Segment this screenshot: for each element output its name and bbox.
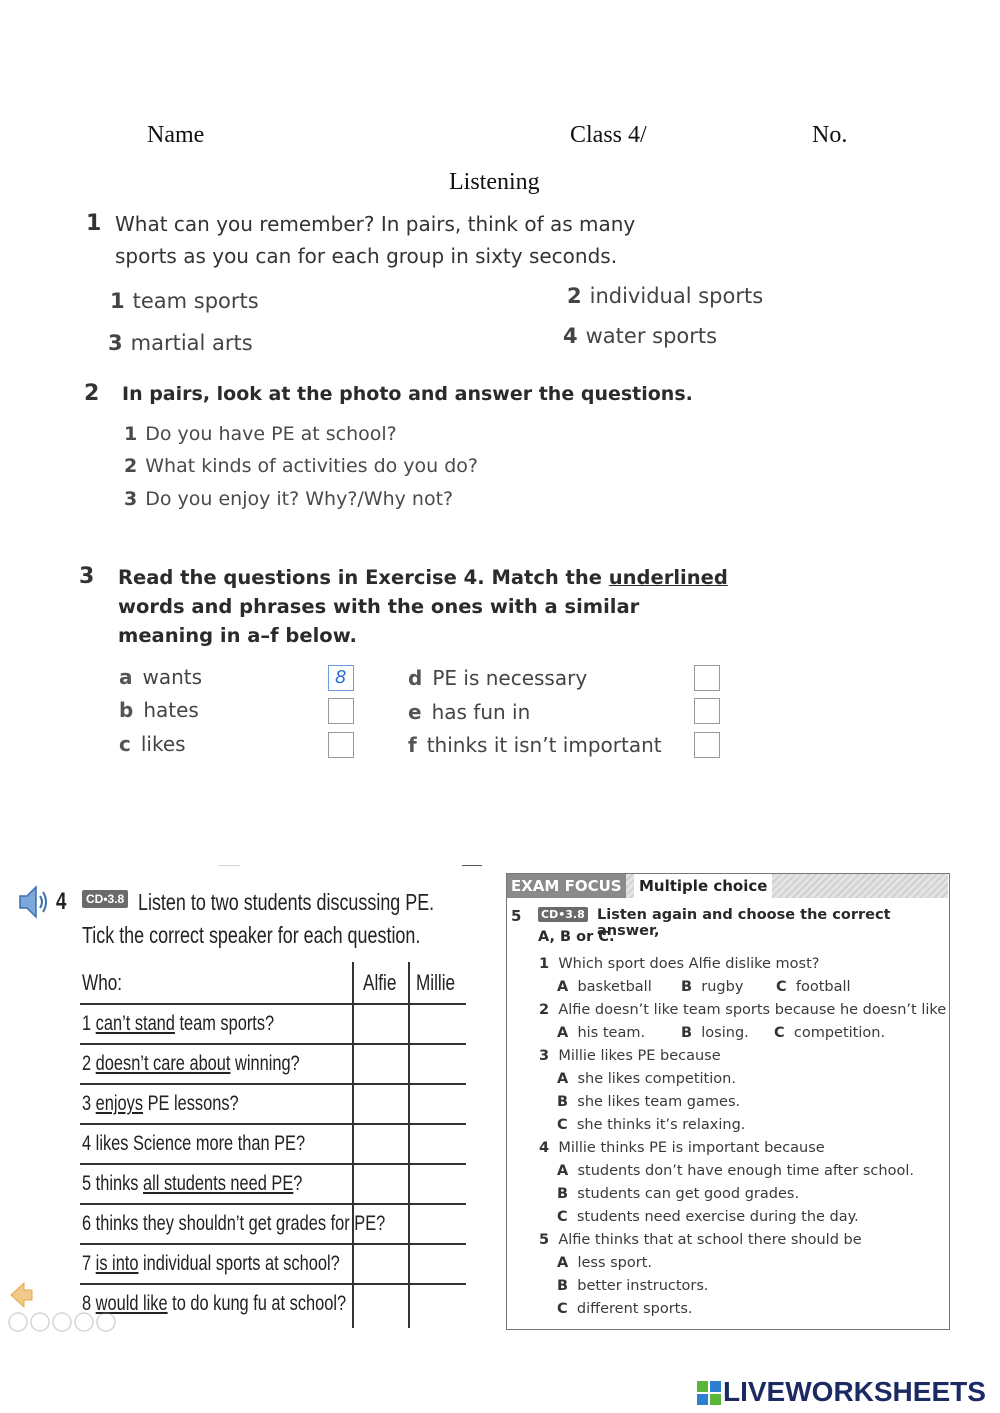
ex3-item-text: has fun in bbox=[431, 700, 531, 724]
ex3-item-letter: d bbox=[408, 666, 423, 690]
row-number: 2 bbox=[82, 1052, 92, 1075]
row-text: thinks they shouldn’t get grades for PE? bbox=[95, 1212, 386, 1235]
option-text: less sport. bbox=[577, 1255, 653, 1271]
ex1-instruction-line1: What can you remember? In pairs, think of as many bbox=[115, 212, 636, 236]
ex4-instruction-line1: Listen to two students discussing PE. bbox=[138, 889, 435, 915]
ex4-instruction-line2: Tick the correct speaker for each question. bbox=[82, 922, 421, 948]
question-text: Millie thinks PE is important because bbox=[558, 1140, 825, 1156]
ex2-item-text: What kinds of activities do you do? bbox=[145, 455, 479, 477]
row-number: 7 bbox=[82, 1252, 92, 1275]
millie-cell[interactable] bbox=[410, 1245, 466, 1283]
option-letter: A bbox=[557, 1163, 569, 1179]
ex3-answer-box[interactable] bbox=[694, 698, 720, 724]
ex1-item-text: individual sports bbox=[589, 284, 764, 308]
row-number: 3 bbox=[82, 1092, 92, 1115]
class-label: Class 4/ bbox=[570, 122, 647, 148]
table-divider bbox=[80, 1003, 466, 1005]
ex4-col-alfie: Alfie bbox=[363, 970, 397, 995]
ex2-item bbox=[124, 488, 453, 510]
option-text: football bbox=[795, 979, 851, 995]
ex3-item-text: PE is necessary bbox=[432, 666, 588, 690]
ex5-option[interactable] bbox=[557, 1209, 859, 1225]
ex5-option[interactable] bbox=[557, 1071, 736, 1087]
ex5-cd-badge: CD•3.8 bbox=[538, 907, 588, 922]
option-letter: B bbox=[557, 1186, 569, 1202]
multiple-choice-label: Multiple choice bbox=[634, 874, 772, 898]
number-label: No. bbox=[812, 122, 848, 148]
ex3-item bbox=[408, 700, 530, 724]
ex3-item-text: thinks it isn’t important bbox=[426, 733, 662, 757]
option-text: she likes competition. bbox=[577, 1071, 736, 1087]
alfie-cell[interactable] bbox=[354, 1005, 408, 1043]
ex2-item-text: Do you have PE at school? bbox=[145, 423, 397, 445]
ex5-option[interactable] bbox=[774, 1025, 885, 1041]
question-number: 3 bbox=[539, 1048, 550, 1064]
ex3-answer-box[interactable] bbox=[328, 732, 354, 758]
ex3-item bbox=[408, 733, 662, 757]
ex3-item-text: wants bbox=[142, 665, 203, 689]
ex5-option[interactable] bbox=[557, 1255, 652, 1271]
table-divider bbox=[80, 1163, 466, 1165]
ex5-option[interactable] bbox=[557, 1163, 914, 1179]
ex1-item-number: 1 bbox=[110, 289, 125, 313]
question-text: Alfie thinks that at school there should be bbox=[558, 1232, 862, 1248]
table-divider bbox=[80, 1123, 466, 1125]
ex1-item-number: 3 bbox=[108, 331, 123, 355]
ex2-item bbox=[124, 423, 397, 445]
row-text: to do kung fu at school? bbox=[167, 1292, 347, 1315]
ex3-answer-box[interactable] bbox=[328, 665, 354, 691]
option-letter: A bbox=[557, 1255, 569, 1271]
name-label: Name bbox=[147, 122, 205, 148]
ex1-number: 1 bbox=[86, 211, 102, 236]
alfie-cell[interactable] bbox=[354, 1085, 408, 1123]
row-text: individual sports at school? bbox=[138, 1252, 340, 1275]
ex2-item-number: 2 bbox=[124, 455, 138, 477]
question-number: 4 bbox=[539, 1140, 550, 1156]
question-number: 2 bbox=[539, 1002, 550, 1018]
ex5-instruction-line1: Listen again and choose the correct answer, bbox=[597, 907, 891, 939]
ex3-item-letter: c bbox=[119, 732, 131, 756]
ex3-item-text: likes bbox=[140, 732, 186, 756]
speaker-icon[interactable] bbox=[16, 880, 50, 924]
alfie-cell[interactable] bbox=[354, 1245, 408, 1283]
row-underlined: all students need PE bbox=[143, 1172, 294, 1195]
brand-name: LIVEWORKSHEETS bbox=[723, 1376, 986, 1407]
ex3-item bbox=[119, 698, 199, 722]
option-text: she likes team games. bbox=[577, 1094, 741, 1110]
ex5-option[interactable] bbox=[557, 1117, 745, 1133]
ex3-item-letter: f bbox=[408, 733, 417, 757]
option-letter: C bbox=[557, 1117, 568, 1133]
exam-focus-label: EXAM FOCUS bbox=[507, 874, 626, 898]
option-letter: B bbox=[557, 1094, 569, 1110]
ex5-option[interactable] bbox=[776, 979, 851, 995]
liveworksheets-logo-icon bbox=[697, 1381, 721, 1405]
ex3-item bbox=[119, 732, 186, 756]
millie-cell[interactable] bbox=[410, 1125, 466, 1163]
ex5-option[interactable] bbox=[557, 1094, 740, 1110]
ex5-instruction-line2: A, B or C. bbox=[538, 929, 615, 945]
option-text: she thinks it’s relaxing. bbox=[576, 1117, 746, 1133]
row-underlined: would like bbox=[95, 1292, 168, 1315]
ex5-option[interactable] bbox=[557, 979, 652, 995]
table-divider bbox=[80, 1283, 466, 1285]
ex5-number: 5 bbox=[511, 907, 522, 925]
question-number: 5 bbox=[539, 1232, 550, 1248]
ex3-item-letter: a bbox=[119, 665, 133, 689]
row-text: winning? bbox=[230, 1052, 300, 1075]
millie-cell[interactable] bbox=[410, 1085, 466, 1123]
ex5-option[interactable] bbox=[681, 1025, 749, 1041]
ex5-option[interactable] bbox=[681, 979, 743, 995]
option-letter: B bbox=[681, 979, 693, 995]
option-text: students need exercise during the day. bbox=[576, 1209, 859, 1225]
millie-cell[interactable] bbox=[410, 1045, 466, 1083]
ex5-question bbox=[539, 1002, 946, 1018]
row-text: thinks bbox=[95, 1172, 144, 1195]
row-text: team sports? bbox=[174, 1012, 275, 1035]
ex2-item-text: Do you enjoy it? Why?/Why not? bbox=[145, 488, 454, 510]
millie-cell[interactable] bbox=[410, 1165, 466, 1203]
ex3-instruction-text: Read the questions in Exercise 4. Match the bbox=[118, 566, 609, 589]
ex1-item bbox=[563, 324, 717, 348]
millie-cell[interactable] bbox=[410, 1005, 466, 1043]
option-text: students don’t have enough time after school. bbox=[577, 1163, 914, 1179]
row-text: ? bbox=[293, 1172, 303, 1195]
ex3-item bbox=[119, 665, 202, 689]
ex1-item-text: team sports bbox=[132, 289, 259, 313]
option-text: better instructors. bbox=[577, 1278, 709, 1294]
ex1-item bbox=[108, 331, 253, 355]
table-divider bbox=[80, 1043, 466, 1045]
millie-cell[interactable] bbox=[410, 1285, 466, 1327]
option-letter: A bbox=[557, 979, 569, 995]
row-text: likes Science more than PE? bbox=[95, 1132, 306, 1155]
page-title: Listening bbox=[449, 169, 540, 195]
media-controls[interactable] bbox=[8, 1310, 123, 1334]
alfie-cell[interactable] bbox=[354, 1285, 408, 1327]
row-number: 4 bbox=[82, 1132, 92, 1155]
scan-mark bbox=[462, 865, 482, 866]
option-letter: C bbox=[776, 979, 787, 995]
table-row bbox=[82, 1132, 305, 1156]
ex1-item-text: water sports bbox=[585, 324, 718, 348]
table-row bbox=[82, 1172, 302, 1196]
ex4-col-who: Who: bbox=[82, 970, 123, 995]
row-underlined: is into bbox=[95, 1252, 139, 1275]
ex5-option[interactable] bbox=[557, 1278, 709, 1294]
back-arrow-icon[interactable] bbox=[6, 1280, 34, 1310]
ex1-item bbox=[567, 284, 763, 308]
ex3-number: 3 bbox=[79, 564, 95, 589]
ex3-instruction-line1 bbox=[118, 566, 728, 589]
ex2-item-number: 1 bbox=[124, 423, 138, 445]
option-text: losing. bbox=[701, 1025, 749, 1041]
table-divider bbox=[80, 1083, 466, 1085]
ex1-instruction-line2: sports as you can for each group in sixty seconds. bbox=[115, 244, 618, 268]
table-row bbox=[82, 1092, 239, 1116]
table-divider bbox=[80, 1203, 466, 1205]
row-underlined: doesn’t care about bbox=[95, 1052, 231, 1075]
ex5-box bbox=[506, 873, 950, 1330]
option-letter: A bbox=[557, 1025, 569, 1041]
option-text: different sports. bbox=[576, 1301, 693, 1317]
ex3-answer-box[interactable] bbox=[694, 732, 720, 758]
ex5-question bbox=[539, 956, 819, 972]
row-number: 5 bbox=[82, 1172, 92, 1195]
ex3-item-text: hates bbox=[143, 698, 199, 722]
ex1-item-number: 4 bbox=[563, 324, 578, 348]
ex3-item bbox=[408, 666, 587, 690]
question-text: Millie likes PE because bbox=[558, 1048, 721, 1064]
option-text: rugby bbox=[701, 979, 744, 995]
option-letter: C bbox=[557, 1301, 568, 1317]
ex5-option[interactable] bbox=[557, 1301, 693, 1317]
ex3-underlined-word: underlined bbox=[608, 566, 728, 589]
ex3-instruction-line3: meaning in a–f below. bbox=[118, 624, 357, 647]
alfie-cell[interactable] bbox=[354, 1205, 408, 1243]
option-letter: B bbox=[681, 1025, 693, 1041]
alfie-cell[interactable] bbox=[354, 1125, 408, 1163]
ex4-number: 4 bbox=[56, 888, 67, 915]
table-row bbox=[82, 1212, 385, 1236]
option-letter: B bbox=[557, 1278, 569, 1294]
row-underlined: enjoys bbox=[95, 1092, 144, 1115]
option-letter: C bbox=[557, 1209, 568, 1225]
row-underlined: can’t stand bbox=[95, 1012, 175, 1035]
ex1-item-text: martial arts bbox=[130, 331, 253, 355]
row-number: 8 bbox=[82, 1292, 92, 1315]
option-letter: C bbox=[774, 1025, 785, 1041]
ex4-cd-badge: CD•3.8 bbox=[82, 890, 128, 908]
ex5-question bbox=[539, 1232, 862, 1248]
ex5-option[interactable] bbox=[557, 1186, 799, 1202]
ex4-table bbox=[80, 962, 466, 1328]
scan-mark bbox=[218, 865, 240, 866]
ex4-col-millie: Millie bbox=[416, 970, 456, 995]
question-text: Alfie doesn’t like team sports because he doesn’t like bbox=[558, 1002, 947, 1018]
question-number: 1 bbox=[539, 956, 550, 972]
ex2-item-number: 3 bbox=[124, 488, 138, 510]
row-text: PE lessons? bbox=[143, 1092, 239, 1115]
ex2-number: 2 bbox=[84, 381, 100, 406]
ex2-item bbox=[124, 455, 478, 477]
table-divider bbox=[80, 1243, 466, 1245]
question-text: Which sport does Alfie dislike most? bbox=[558, 956, 820, 972]
ex3-item-letter: b bbox=[119, 698, 134, 722]
millie-cell[interactable] bbox=[410, 1205, 466, 1243]
alfie-cell[interactable] bbox=[354, 1165, 408, 1203]
ex5-question bbox=[539, 1048, 721, 1064]
ex2-instruction: In pairs, look at the photo and answer the questions. bbox=[122, 383, 693, 405]
ex5-option[interactable] bbox=[557, 1025, 645, 1041]
ex1-item-number: 2 bbox=[567, 284, 582, 308]
option-text: students can get good grades. bbox=[577, 1186, 800, 1202]
ex5-question bbox=[539, 1140, 825, 1156]
ex3-answer-box[interactable] bbox=[694, 665, 720, 691]
option-text: his team. bbox=[577, 1025, 646, 1041]
ex1-item bbox=[110, 289, 259, 313]
ex3-item-letter: e bbox=[408, 700, 422, 724]
ex3-answer-value: 8 bbox=[335, 667, 347, 688]
table-row bbox=[82, 1012, 274, 1036]
table-row bbox=[82, 1252, 340, 1276]
option-letter: A bbox=[557, 1071, 569, 1087]
row-number: 6 bbox=[82, 1212, 92, 1235]
option-text: basketball bbox=[577, 979, 652, 995]
table-row bbox=[82, 1052, 300, 1076]
alfie-cell[interactable] bbox=[354, 1045, 408, 1083]
option-text: competition. bbox=[793, 1025, 886, 1041]
ex3-instruction-line2: words and phrases with the ones with a similar bbox=[118, 595, 640, 618]
row-number: 1 bbox=[82, 1012, 92, 1035]
ex3-answer-box[interactable] bbox=[328, 698, 354, 724]
